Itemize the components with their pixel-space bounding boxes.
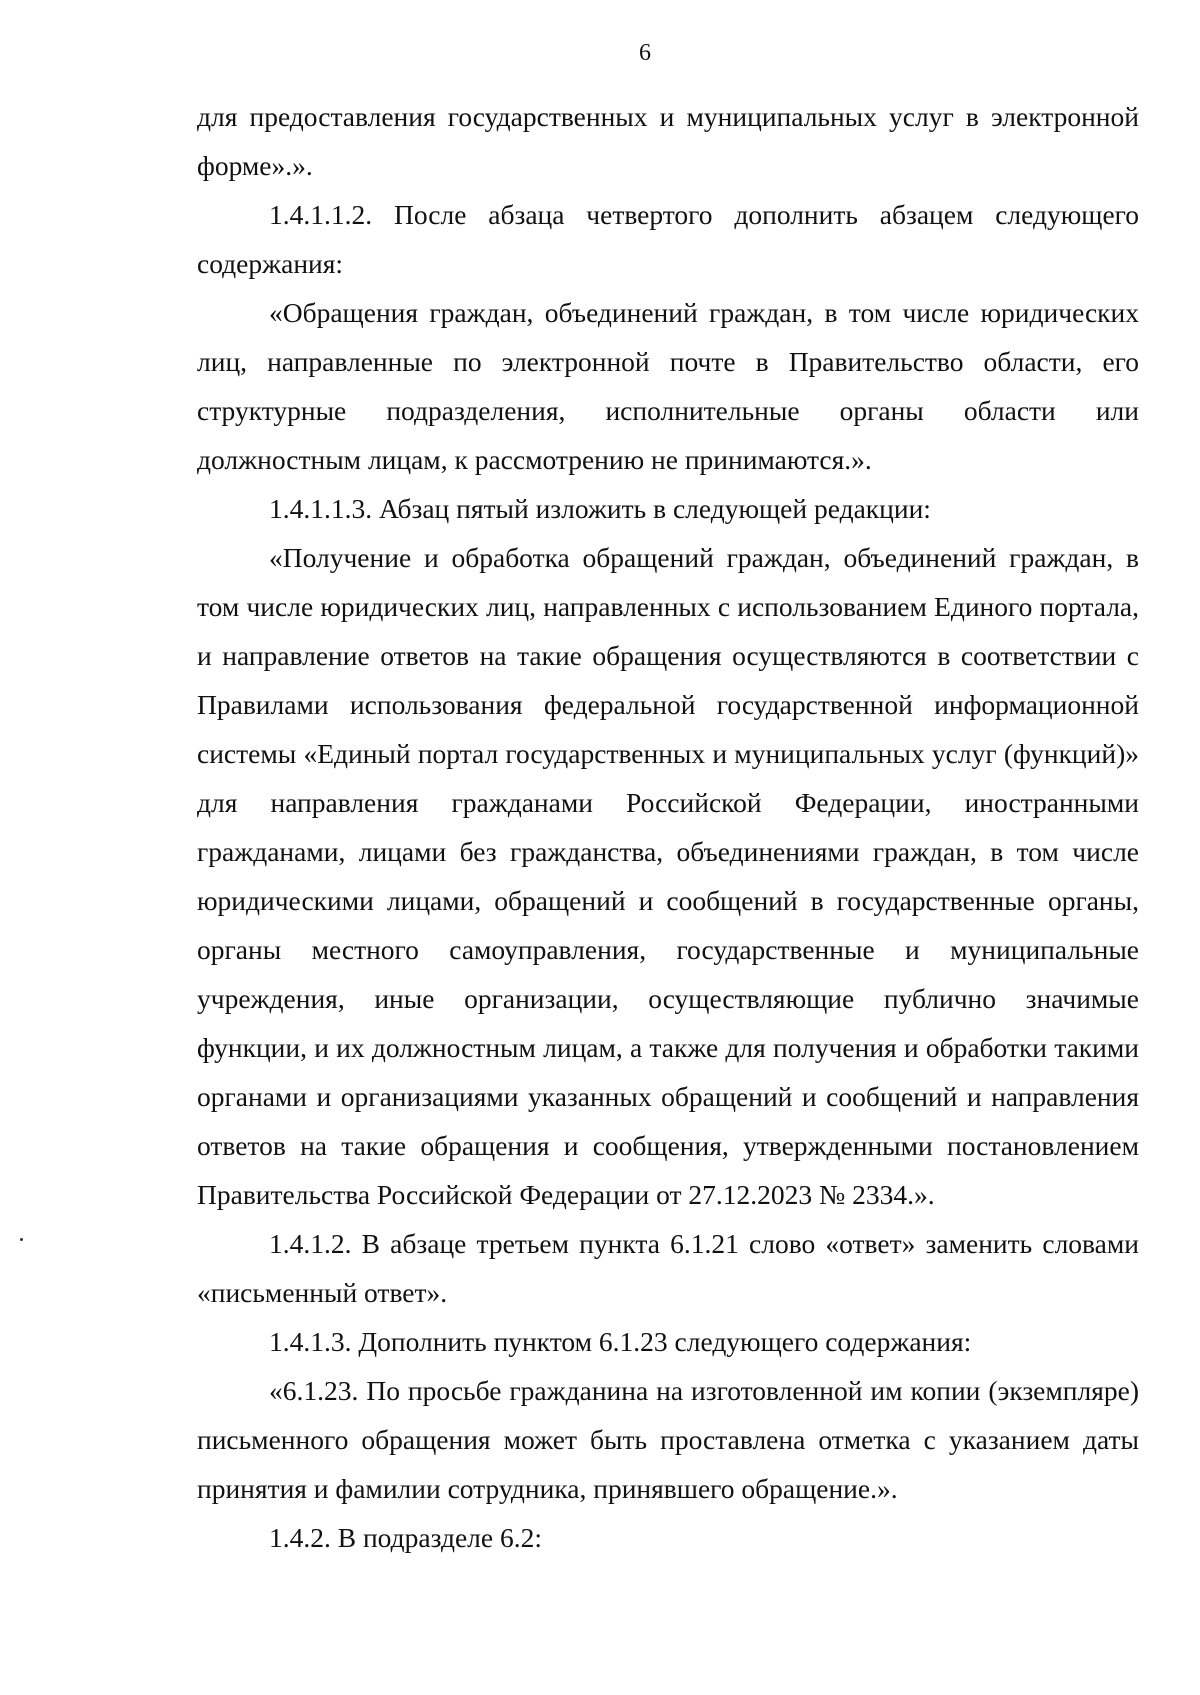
page-number: 6: [639, 40, 651, 66]
paragraph-item-1-4-2: 1.4.2. В подразделе 6.2:: [269, 1522, 542, 1553]
paragraph-item-1-4-1-2: 1.4.1.2. В абзаце третьем пункта 6.1.21 слово «ответ» заменить словами «письменный ответ».: [197, 1228, 1139, 1308]
paragraph-item-1-4-1-3: 1.4.1.3. Дополнить пунктом 6.1.23 следующего содержания:: [269, 1326, 972, 1357]
paragraph-continuation: для предоставления государственных и муниципальных услуг в электронной форме».».: [197, 101, 1139, 181]
paragraph-quoted-unified-portal: «Получение и обработка обращений граждан, объединений граждан, в том числе юридических лиц, направленных с использованием Единого портала, и направление ответов на такие обращения осуществляются в соответствии с Правилами использования федеральной государственной информационной системы «Единый портал государственных и муниципальных услуг (функций)» для направления гражданами Российской Федерации, иностранными гражданами, лицами без гражданства, объединениями граждан, в том числе юридическими лицами, обращений и сообщений в государственные органы, органы местного самоуправления, государственные и муниципальные учреждения, иные организации, осуществляющие публично значимые функции, и их должностным лицам, а также для получения и обработки такими органами и организациями указанных обращений и сообщений и направления ответов на такие обращения и сообщения, утвержденными постановлением Правительства Российской Федерации от 27.12.2023 № 2334.».: [197, 542, 1139, 1210]
paragraph-quoted-6-1-23: «6.1.23. По просьбе гражданина на изготовленной им копии (экземпляре) письменного обращения может быть проставлена отметка с указанием даты принятия и фамилии сотрудника, принявшего обращение.».: [197, 1375, 1139, 1504]
scan-dot-mark: [20, 1238, 23, 1241]
document-body: [197, 92, 1139, 1562]
paragraph-quoted-email-appeals: «Обращения граждан, объединений граждан, в том числе юридических лиц, направленные по электронной почте в Правительство области, его структурные подразделения, исполнительные органы области или должностным лицам, к рассмотрению не принимаются.».: [197, 297, 1139, 475]
paragraph-item-1-4-1-1-2: 1.4.1.1.2. После абзаца четвертого дополнить абзацем следующего содержания:: [197, 199, 1139, 279]
paragraph-item-1-4-1-1-3: 1.4.1.1.3. Абзац пятый изложить в следующей редакции:: [269, 493, 931, 524]
